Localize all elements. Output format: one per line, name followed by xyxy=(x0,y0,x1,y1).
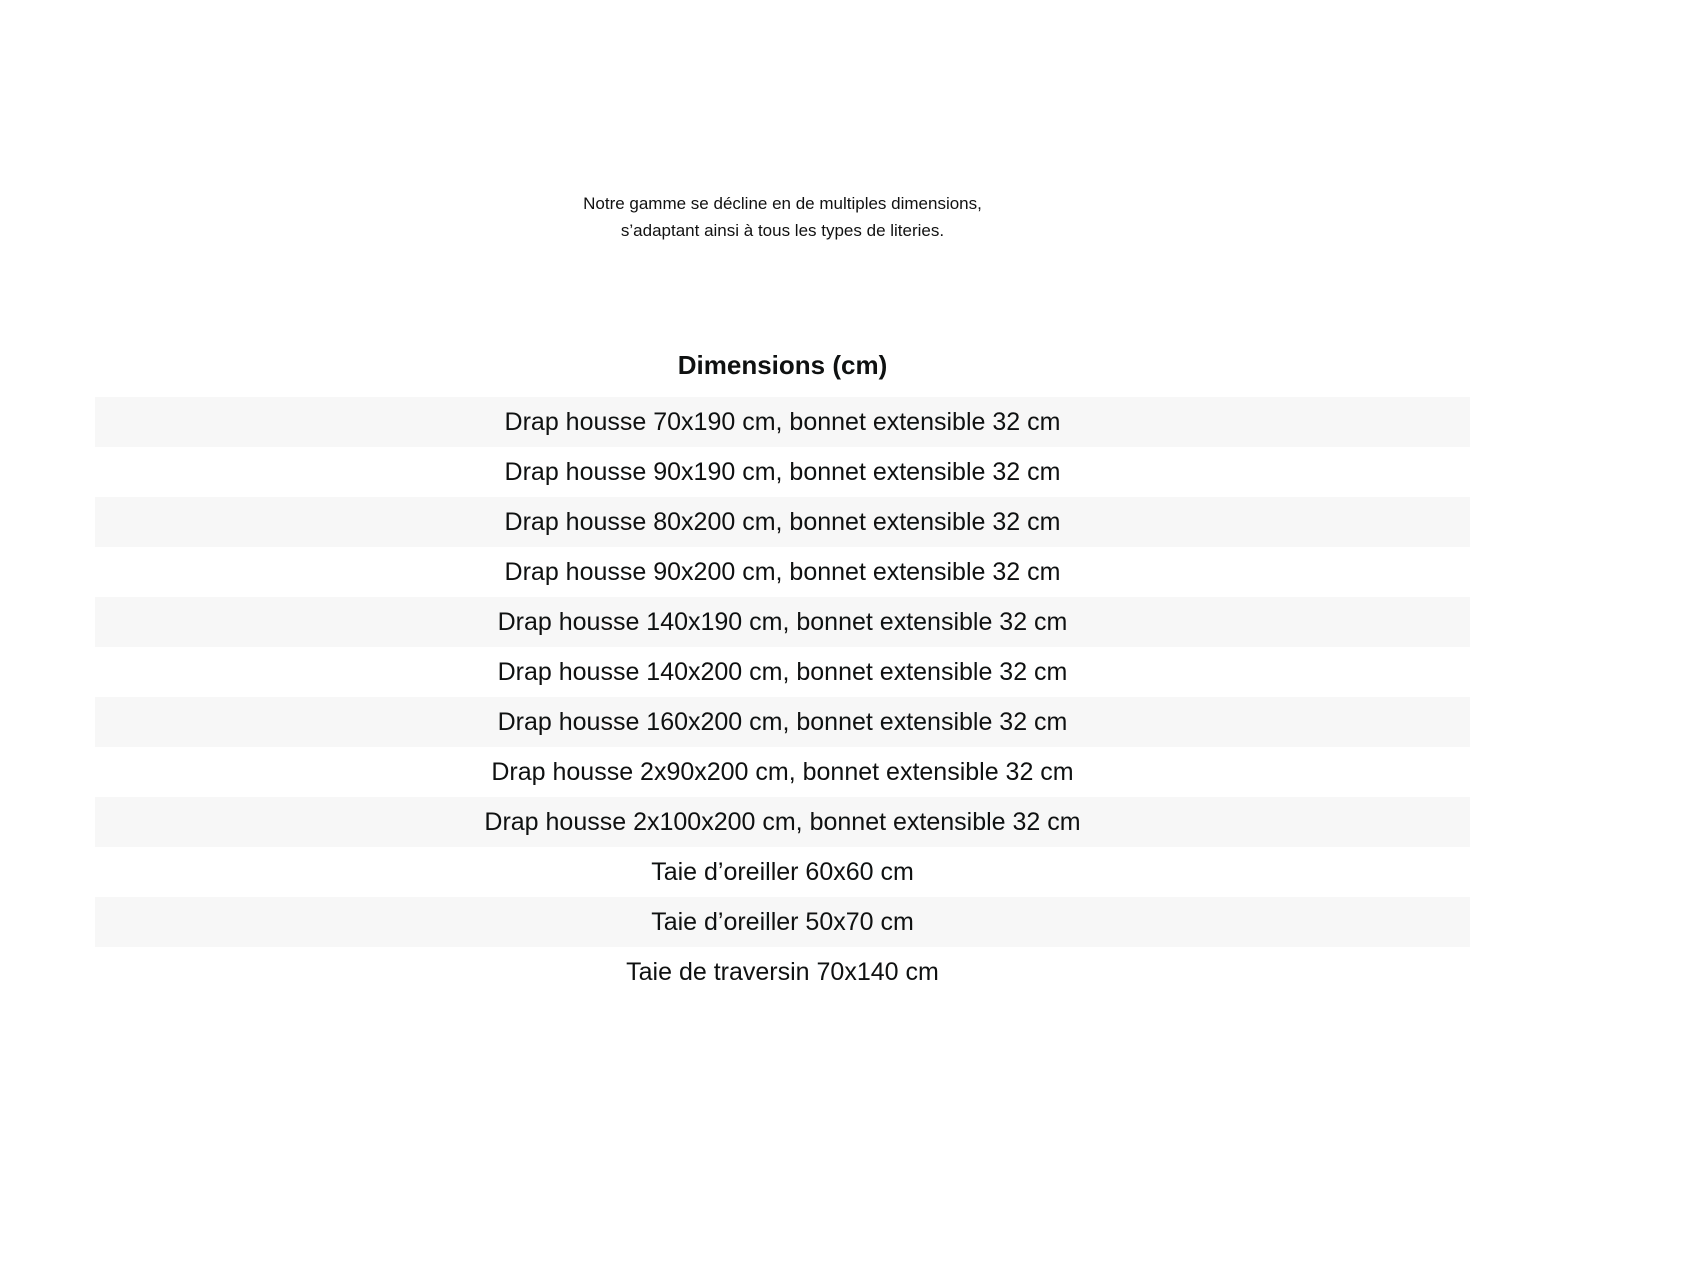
dimensions-table-rows xyxy=(95,397,1470,997)
table-row: Drap housse 80x200 cm, bonnet extensible 32 cm xyxy=(95,497,1470,547)
table-row: Taie de traversin 70x140 cm xyxy=(95,947,1470,997)
product-dimensions-section xyxy=(95,0,1470,997)
intro-text xyxy=(95,190,1470,244)
table-row: Drap housse 90x200 cm, bonnet extensible 32 cm xyxy=(95,547,1470,597)
table-row: Drap housse 160x200 cm, bonnet extensible 32 cm xyxy=(95,697,1470,747)
table-row: Drap housse 140x200 cm, bonnet extensible 32 cm xyxy=(95,647,1470,697)
intro-line-1: Notre gamme se décline en de multiples dimensions, xyxy=(583,194,982,213)
table-row: Drap housse 2x100x200 cm, bonnet extensible 32 cm xyxy=(95,797,1470,847)
table-row: Drap housse 140x190 cm, bonnet extensible 32 cm xyxy=(95,597,1470,647)
table-row: Drap housse 90x190 cm, bonnet extensible 32 cm xyxy=(95,447,1470,497)
intro-line-2: s’adaptant ainsi à tous les types de literies. xyxy=(620,221,945,240)
dimensions-table-title: Dimensions (cm) xyxy=(677,350,888,380)
table-row: Taie d’oreiller 60x60 cm xyxy=(95,847,1470,897)
table-row: Taie d’oreiller 50x70 cm xyxy=(95,897,1470,947)
table-row: Drap housse 70x190 cm, bonnet extensible 32 cm xyxy=(95,397,1470,447)
table-row: Drap housse 2x90x200 cm, bonnet extensible 32 cm xyxy=(95,747,1470,797)
